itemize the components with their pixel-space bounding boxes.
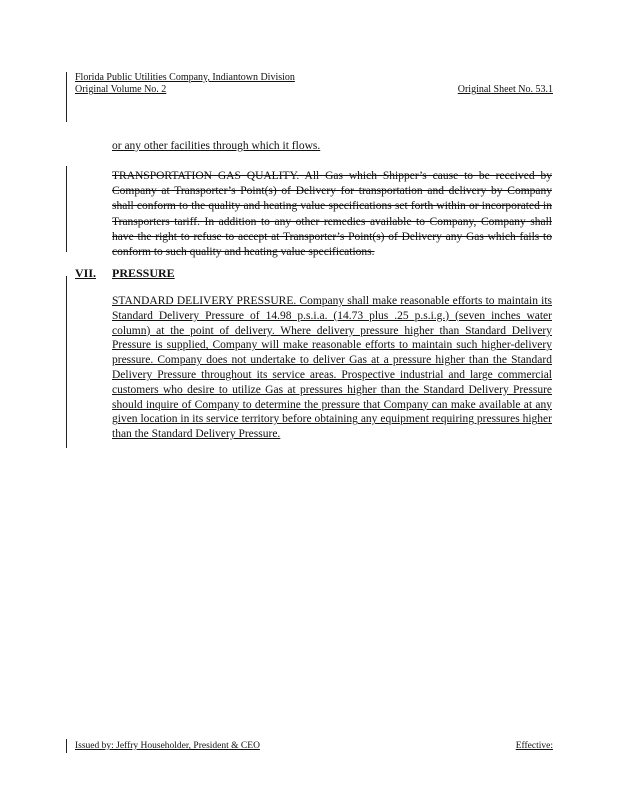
section-number: VII. [75,266,97,280]
header-sheet-number: Original Sheet No. 53.1 [457,84,553,95]
revision-bar-header [66,72,67,122]
revision-bar-footer [66,739,67,753]
revision-bar-body-1 [66,166,67,252]
footer-issued-by: Issued by: Jeffry Householder, President & CEO [75,741,260,751]
continuation-text: or any other facilities through which it flows. [112,140,321,152]
pressure-paragraph: STANDARD DELIVERY PRESSURE. Company shall make reasonable efforts to maintain its Standard Delivery Pressure of 14.98 p.s.i.a. (14.73 plus .25 p.s.i.g.) (seven inches water column) at the point of delivery. Where delivery pressure higher than Standard Delivery Pressure is supplied, Company will make reasonable efforts to maintain such higher-delivery pressure. Company does not undertake to deliver Gas at a pressure higher than the Standard Delivery Pressure throughout its service areas. Prospective industrial and large commercial customers who desire to utilize Gas at pressures higher than the Standard Delivery Pressure should inquire of Company to determine the pressure that Company can make available at any given location in its service territory before obtaining any equipment requiring pressures higher than the Standard Delivery Pressure. [112,295,552,441]
struck-gas-quality-paragraph: TRANSPORTATION GAS QUALITY. All Gas which Shipper’s cause to be received by Company at Transporter’s Point(s) of Delivery for transportation and delivery by Company shall conform to the quality and heating value specifications set forth within or incorporated in Transporters tariff. In addition to any other remedies available to Company, Company shall have the right to refuse to accept at Transporter’s Point(s) of Delivery any Gas which fails to conform to such quality and heating value specifications. [112,170,552,259]
header-company: Florida Public Utilities Company, Indiantown Division [75,72,295,83]
footer-effective: Effective: [515,741,553,751]
page-footer [75,741,553,752]
section-heading [75,266,175,280]
page-header [75,72,553,96]
revision-bar-body-2 [66,276,67,448]
header-volume: Original Volume No. 2 [75,84,167,95]
section-title: PRESSURE [112,266,175,280]
